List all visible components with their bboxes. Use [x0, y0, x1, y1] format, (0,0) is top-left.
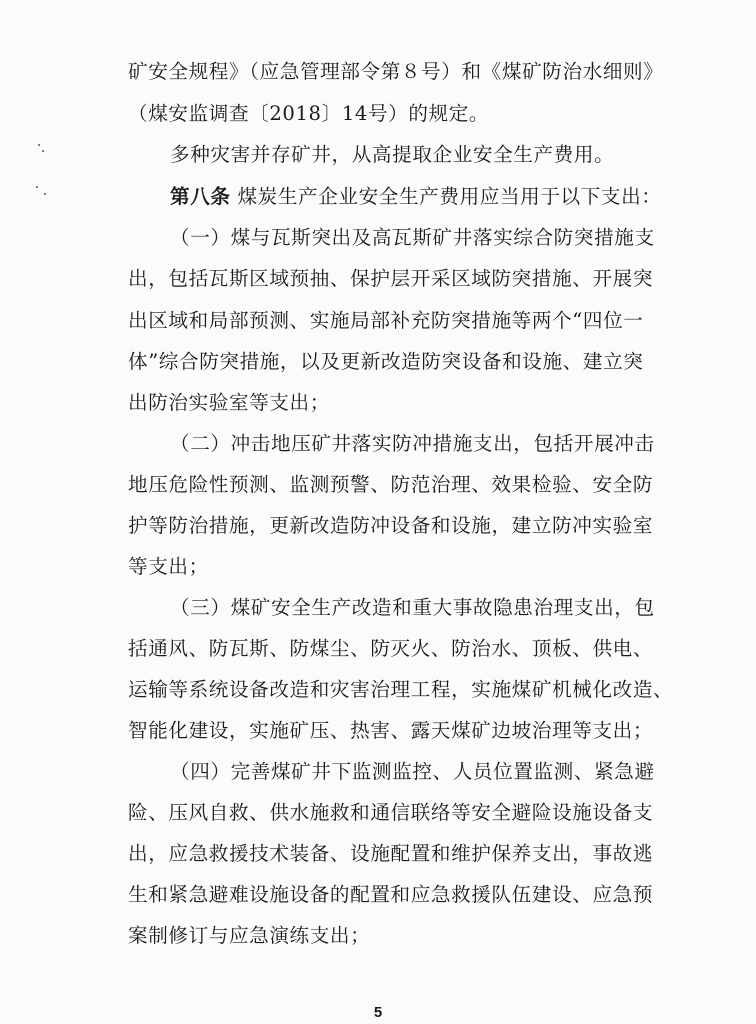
text-line: 体”综合防突措施，以及更新改造防突设备和设施、建立突: [128, 350, 644, 373]
text-line: 生和紧急避难设施设备的配置和应急救援队伍建设、应急预: [128, 883, 654, 906]
article-text: 煤炭生产企业安全生产费用应当用于以下支出：: [237, 185, 662, 208]
text-line: 等支出；: [128, 555, 209, 578]
text-line: 案制修订与应急演练支出；: [128, 924, 371, 947]
text-line: 险、压风自救、供水施救和通信联络等安全避险设施设备支: [128, 801, 654, 824]
text-line: （三）煤矿安全生产改造和重大事故隐患治理支出，包: [170, 596, 655, 619]
article-heading-line: [170, 187, 670, 207]
text-line: 出防治实验室等支出；: [128, 391, 330, 414]
text-line: 出，包括瓦斯区域预抽、保护层开采区域防突措施、开展突: [128, 267, 654, 290]
scan-speck: [42, 150, 44, 152]
text-line: （二）冲击地压矿井落实防冲措施支出，包括开展冲击: [170, 432, 655, 455]
article-number: 第八条: [170, 185, 231, 208]
text-line: （煤安监调查〔2018〕14号）的规定。: [128, 102, 490, 125]
page-number: 5: [373, 1004, 383, 1021]
text-line: 运输等系统设备改造和灾害治理工程，实施煤矿机械化改造、: [128, 678, 674, 701]
text-line: 出区域和局部预测、实施局部补充防突措施等两个“四位一: [128, 309, 644, 332]
text-line: 智能化建设，实施矿压、热害、露天煤矿边坡治理等支出；: [128, 719, 654, 742]
text-line: 出，应急救援技术装备、设施配置和维护保养支出，事故逃: [128, 842, 654, 865]
text-line: 护等防治措施，更新改造防冲设备和设施，建立防冲实验室: [128, 514, 654, 537]
text-line: 矿安全规程》（应急管理部令第８号）和《煤矿防治水细则》: [128, 60, 664, 83]
scan-speck: [44, 193, 46, 195]
scan-speck: [38, 144, 40, 146]
scan-speck: [36, 186, 38, 188]
text-line: 括通风、防瓦斯、防煤尘、防灭火、防治水、顶板、供电、: [128, 637, 654, 660]
text-line: （一）煤与瓦斯突出及高瓦斯矿井落实综合防突措施支: [170, 226, 655, 249]
text-line: 多种灾害并存矿井，从高提取企业安全生产费用。: [170, 143, 615, 166]
text-line: （四）完善煤矿井下监测监控、人员位置监测、紧急避: [170, 760, 655, 783]
text-line: 地压危险性预测、监测预警、防范治理、效果检验、安全防: [128, 473, 654, 496]
